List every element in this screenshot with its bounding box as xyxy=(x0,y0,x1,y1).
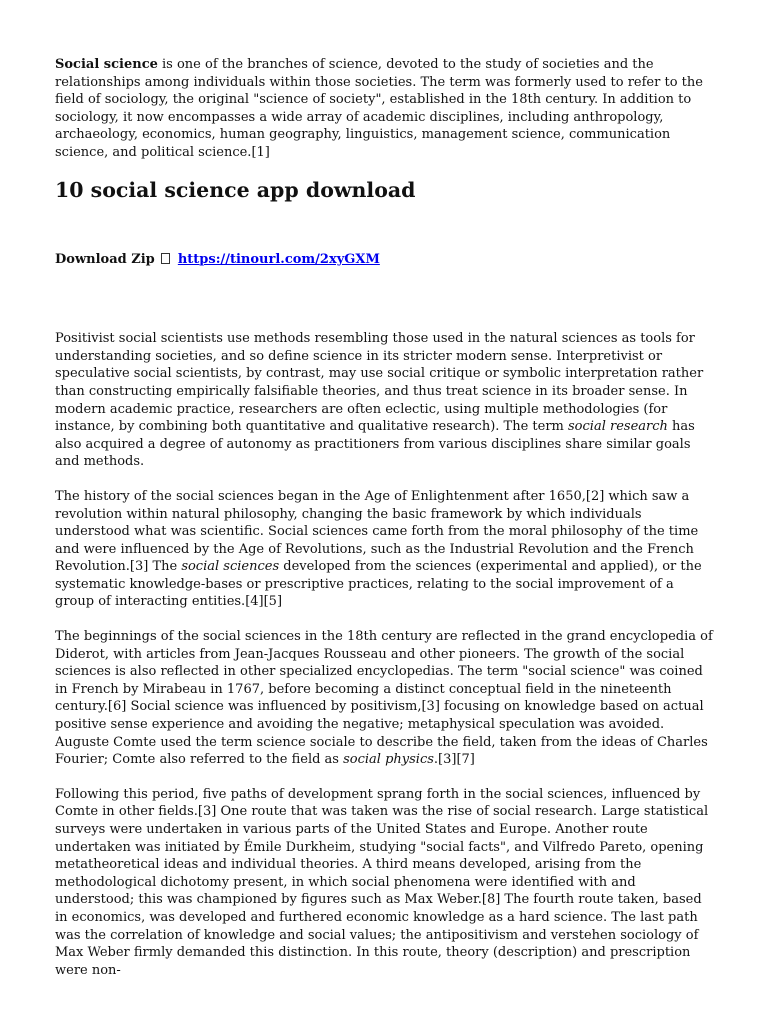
download-link[interactable]: https://tinourl.com/2xyGXM xyxy=(177,251,380,267)
document-body xyxy=(55,56,715,979)
paragraph-positivist xyxy=(55,330,715,471)
paragraph-text: developed from the sciences (experimental and applied), or the systematic knowledge-bases or prescriptive practices, relating to the social improvement of a group of interacting entities.[4][5] xyxy=(55,559,702,610)
download-line xyxy=(55,251,715,269)
paragraph-text: .[3][7] xyxy=(433,752,475,768)
emphasis-text: social sciences xyxy=(181,559,280,575)
paragraph-text: has also acquired a degree of autonomy as practitioners from various disciplines share similar goals and methods. xyxy=(55,419,695,470)
missing-glyph-icon xyxy=(161,253,170,264)
paragraph-text: Positivist social scientists use methods resembling those used in the natural sciences as tools for understanding societies, and so define science in its stricter modern sense. Interpretivist or speculative social scientists, by contrast, may use social critique or symbolic interpretation rather than constructing empirically falsifiable theories, and thus treat science in its broader sense. In modern academic practice, researchers are often eclectic, using multiple methodologies (for instance, by combining both quantitative and qualitative research). The term xyxy=(55,331,704,435)
intro-text: is one of the branches of science, devoted to the study of societies and the relationships among individuals within those societies. The term was formerly used to refer to the field of sociology, the original "science of society", established in the 18th century. In addition to sociology, it now encompasses a wide array of academic disciplines, including anthropology, archaeology, economics, human geography, linguistics, management science, communication science, and political science.[1] xyxy=(55,57,703,160)
emphasis-text: social research xyxy=(568,419,668,435)
paragraph-beginnings xyxy=(55,628,715,769)
intro-paragraph xyxy=(55,56,715,162)
paragraph-text: The beginnings of the social sciences in the 18th century are reflected in the grand encyclopedia of Diderot, with articles from Jean-Jacques Rousseau and other pioneers. The growth of the social sciences is also reflected in other specialized encyclopedias. The term "social science" was coined in French by Mirabeau in 1767, before becoming a distinct conceptual field in the nineteenth century.[6] Social science was influenced by positivism,[3] focusing on knowledge based on actual positive sense experience and avoiding the negative; metaphysical speculation was avoided. Auguste Comte used the term science sociale to describe the field, taken from the ideas of Charles Fourier; Comte also referred to the field as xyxy=(55,629,713,768)
page-title: 10 social science app download xyxy=(55,177,416,202)
emphasis-text: social physics xyxy=(343,752,434,768)
paragraph-history xyxy=(55,488,715,611)
paragraph-development: Following this period, five paths of development sprang forth in the social sciences, influenced by Comte in other fields.[3] One route that was taken was the rise of social research. Large statistical surveys were undertaken in various parts of the United States and Europe. Another route undertaken was initiated by Émile Durkheim, studying "social facts", and Vilfredo Pareto, opening metatheoretical ideas and individual theories. A third means developed, arising from the methodological dichotomy present, in which social phenomena were identified with and understood; this was championed by figures such as Max Weber.[8] The fourth route taken, based in economics, was developed and furthered economic knowledge as a hard science. The last path was the correlation of knowledge and social values; the antipositivism and verstehen sociology of Max Weber firmly demanded this distinction. In this route, theory (description) and prescription were non- xyxy=(55,786,709,978)
intro-term: Social science xyxy=(55,57,158,72)
paragraph-text: The history of the social sciences began in the Age of Enlightenment after 1650,[2] which saw a revolution within natural philosophy, changing the basic framework by which individuals understood what was scientific. Social sciences came forth from the moral philosophy of the time and were influenced by the Age of Revolutions, such as the Industrial Revolution and the French Revolution.[3] The xyxy=(55,488,699,575)
download-label: Download Zip xyxy=(55,251,155,267)
